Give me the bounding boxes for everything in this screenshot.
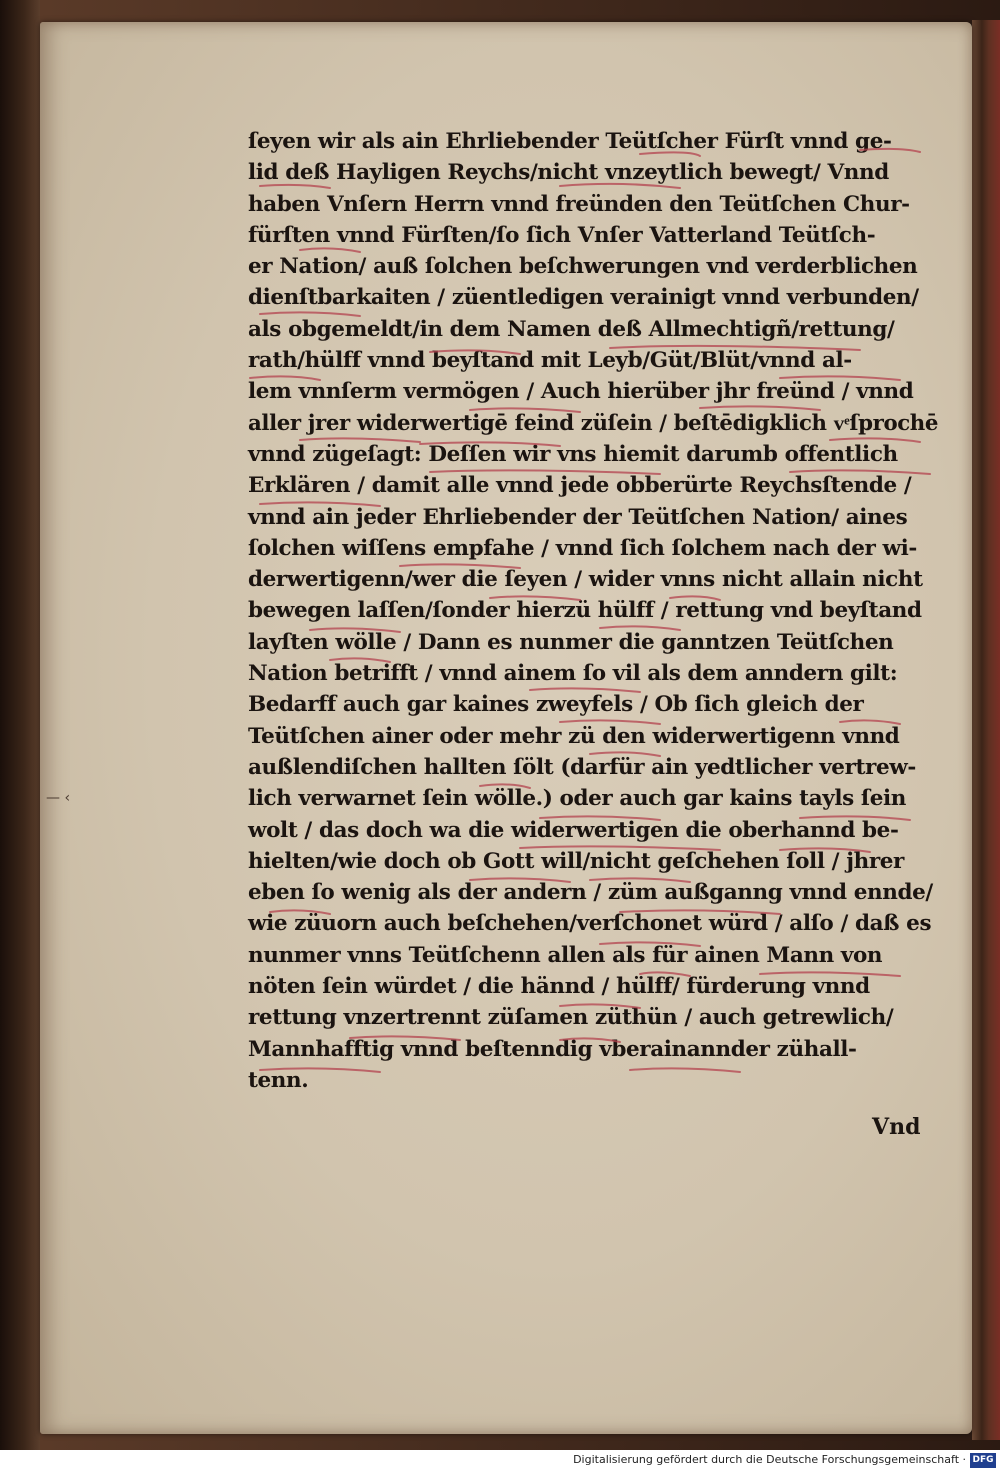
text-line: wie züuorn auch beſchehen/verſchonet würd / alſo / daß es [248,911,932,937]
text-line: layſten wölle / Dann es nunmer die ganntzen Teütſchen [248,629,894,655]
text-line: lich verwarnet ſein wölle.) oder auch gar kains tayls ſein [248,786,907,812]
text-line: vnnd ain jeder Ehrliebender der Teütſchen Nation/ aines [248,504,908,530]
text-line: bewegen laſſen/ſonder hierzü hülff / rettung vnd beyſtand [248,598,922,624]
text-line: derwertigenn/wer die ſeyen / wider vnns nicht allain nicht [248,567,923,593]
text-line: tenn. [248,1067,309,1093]
text-line: fürſten vnnd Fürſten/ſo ſich Vnſer Vatterland Teütſch- [248,222,876,248]
text-line: ſeyen wir als ain Ehrliebender Teütſcher Fürſt vnnd ge- [248,129,892,154]
margin-mark: — ‹ [46,790,71,806]
text-line: nöten ſein würdet / die hännd / hülff/ fürderung vnnd [248,974,870,1000]
text-line: rath/hülff vnnd beyſtand mit Leyb/Güt/Blüt/vnnd al- [248,348,852,374]
text-line: eben ſo wenig als der andern / züm außganng vnnd ennde/ [248,880,933,906]
text-line: hielten/wie doch ob Gott will/nicht geſchehen ſoll / jhrer [248,848,904,874]
text-line: wolt / das doch wa die widerwertigen die oberhannd be- [248,817,899,843]
text-line: aller jrer widerwertigē feind züſein / beſtēdigklich vͤſprochē [248,410,939,436]
body-text [248,126,938,1096]
catchword: Vnd [872,1114,921,1140]
text-line: Bedarff auch gar kaines zweyfels / Ob ſich gleich der [248,692,864,718]
text-line: Mannhafftig vnnd beſtenndig vberainannder zühall- [248,1036,857,1062]
text-line: nunmer vnns Teütſchenn allen als für ainen Mann von [248,942,883,968]
text-line: als obgemeldt/in dem Namen deß Allmechtigñ/rettung/ [248,316,895,342]
dfg-logo: DFG [970,1453,996,1468]
text-line: Teütſchen ainer oder mehr zü den widerwertigenn vnnd [248,723,900,749]
text-line: er Nation/ auß ſolchen beſchwerungen vnd verderblichen [248,254,918,280]
text-line: dienſtbarkaiten / züentledigen verainigt vnnd verbunden/ [248,285,919,311]
footer-bar [0,1450,1000,1472]
text-line: ſolchen wiſſens empfahe / vnnd ſich ſolchem nach der wi- [248,535,917,561]
book-spine [0,0,40,1450]
footer-credit: Digitalisierung gefördert durch die Deutsche Forschungsgemeinschaft · [573,1453,966,1466]
text-line: lem vnnſerm vermögen / Auch hierüber jhr freünd / vnnd [248,379,914,405]
text-line: rettung vnzertrennt züſamen züthün / auch getrewlich/ [248,1005,894,1031]
text-line: Erklären / damit alle vnnd jede obberürte Reychsſtende / [248,473,912,499]
text-line: Nation betrifft / vnnd ainem ſo vil als dem anndern gilt: [248,661,898,687]
text-line: lid deß Hayligen Reychs/nicht vnzeytlich bewegt/ Vnnd [248,160,889,186]
text-line: haben Vnſern Herrn vnnd freünden den Teütſchen Chur- [248,191,910,217]
text-line: vnnd zügeſagt: Deſſen wir vns hiemit darumb offentlich [248,441,898,467]
book-page-edges [972,20,1000,1440]
text-line: außlendiſchen hallten ſölt (darfür ain yedtlicher vertrew- [248,754,916,780]
